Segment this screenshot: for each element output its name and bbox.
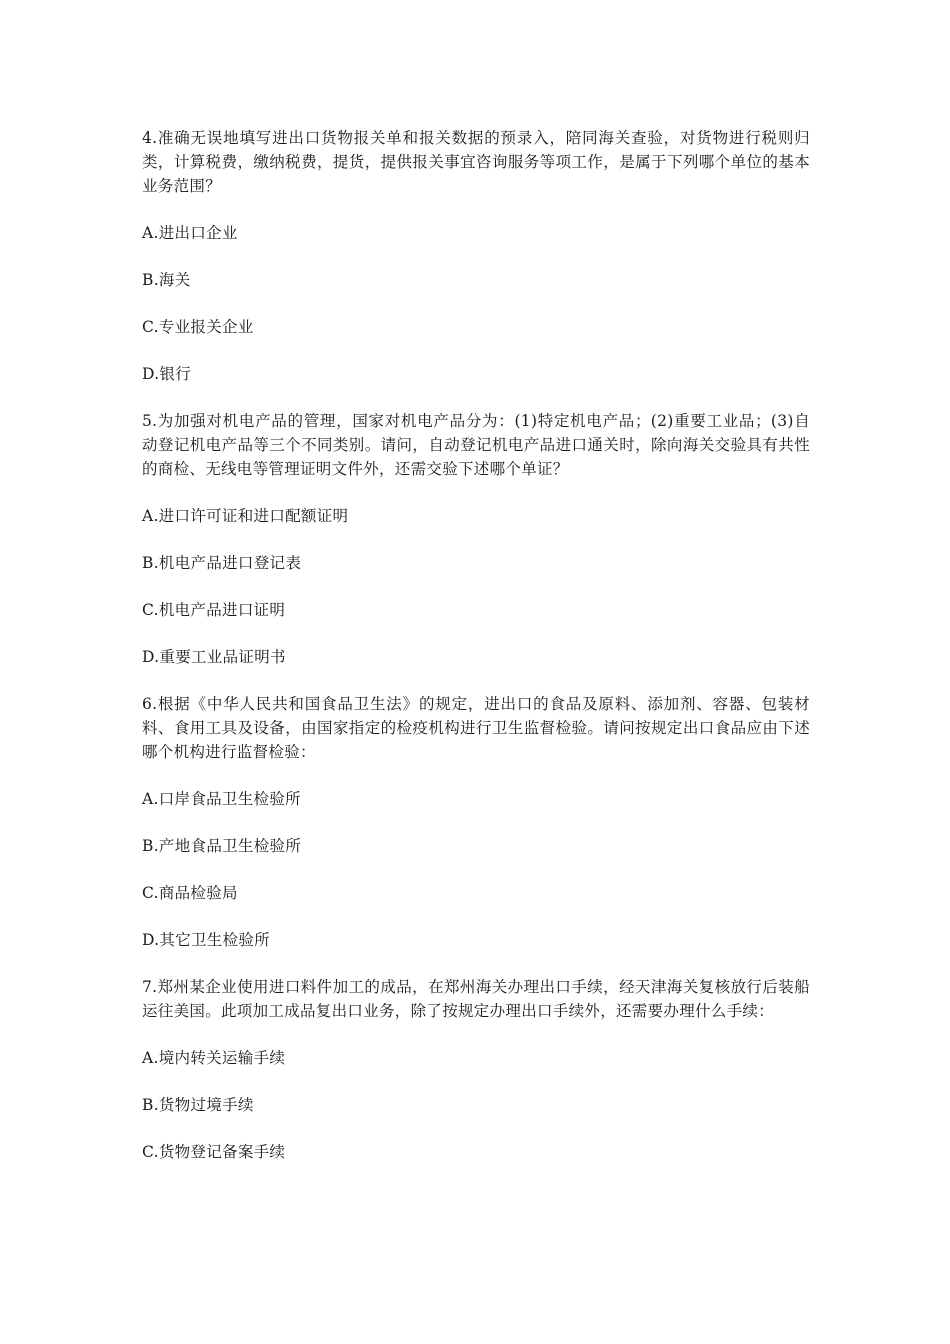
question-7-option-b: B.货物过境手续 (142, 1096, 254, 1114)
question-5-option-c: C.机电产品进口证明 (142, 601, 286, 619)
question-6-option-c: C.商品检验局 (142, 884, 238, 902)
question-6-option-a: A.口岸食品卫生检验所 (142, 790, 301, 808)
question-5-option-d: D.重要工业品证明书 (142, 648, 286, 666)
question-6-option-d: D.其它卫生检验所 (142, 931, 271, 949)
question-4-option-c: C.专业报关企业 (142, 318, 254, 336)
question-5-option-b: B.机电产品进口登记表 (142, 554, 302, 572)
question-4-option-d: D.银行 (142, 365, 192, 383)
question-7-option-a: A.境内转关运输手续 (142, 1049, 286, 1067)
question-5-stem: 5.为加强对机电产品的管理，国家对机电产品分为：(1)特定机电产品；(2)重要工业品；(3)自动登记机电产品等三个不同类别。请问，自动登记机电产品进口通关时，除向海关交验具有共性的商检、无线电等管理证明文件外，还需交验下述哪个单证？ (142, 412, 810, 478)
question-5-option-a: A.进口许可证和进口配额证明 (142, 507, 349, 525)
question-6-stem: 6.根据《中华人民共和国食品卫生法》的规定，进出口的食品及原料、添加剂、容器、包装材料、食用工具及设备，由国家指定的检疫机构进行卫生监督检验。请问按规定出口食品应由下述哪个机构进行监督检验： (142, 695, 810, 761)
question-7-stem: 7.郑州某企业使用进口料件加工的成品，在郑州海关办理出口手续，经天津海关复核放行后装船运往美国。此项加工成品复出口业务，除了按规定办理出口手续外，还需要办理什么手续： (142, 978, 810, 1020)
question-4-option-b: B.海关 (142, 271, 191, 289)
document-content (142, 126, 810, 1187)
question-4-stem: 4.准确无误地填写进出口货物报关单和报关数据的预录入，陪同海关查验，对货物进行税则归类，计算税费，缴纳税费，提货，提供报关事宜咨询服务等项工作，是属于下列哪个单位的基本业务范围？ (142, 129, 810, 195)
question-4-option-a: A.进出口企业 (142, 224, 238, 242)
question-7-option-c: C.货物登记备案手续 (142, 1143, 286, 1161)
question-6-option-b: B.产地食品卫生检验所 (142, 837, 302, 855)
